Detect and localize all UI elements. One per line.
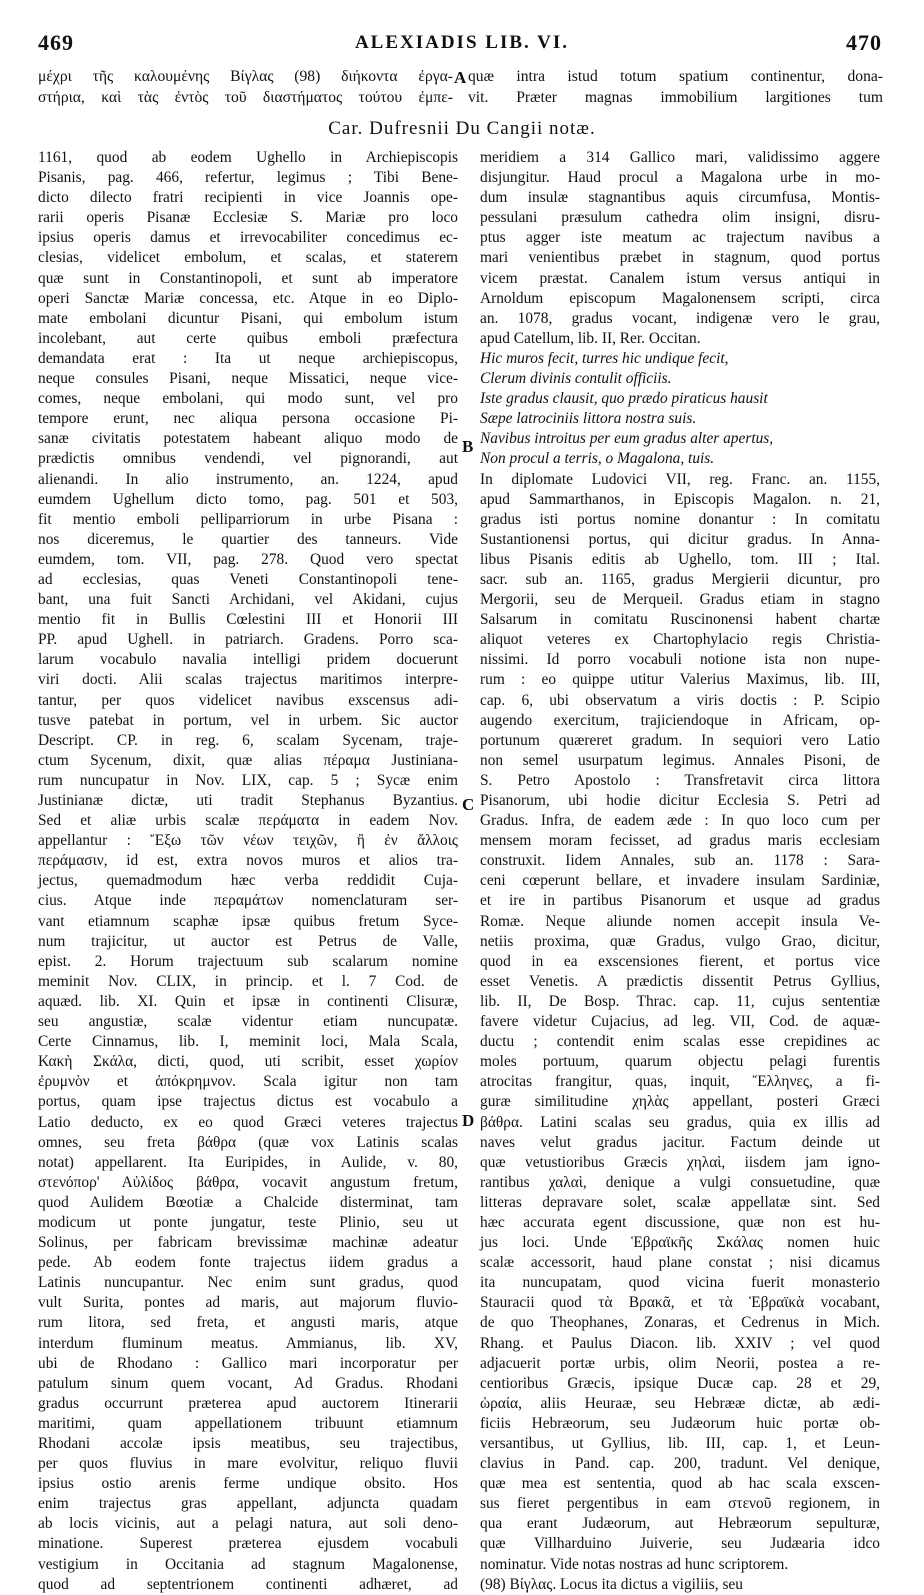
text-line: notat) appellarent. Ita Euripides, in Aulide, v. 80, [38,1153,458,1171]
text-line: an. 1078, gradus vocant, indigenæ vero le grau, [480,309,880,327]
text-line: vestigium in Occitania ad stagnum Magalonense, [38,1555,458,1573]
text-line: neque consules Pisani, neque Missatici, neque vice- [38,370,458,388]
text-line: Navibus introitus per eum gradus alter apertus, [480,430,774,448]
text-line: ubi de Rhodano : Gallico mari incorporatur per [38,1354,458,1372]
text-line: operi Sanctæ Mariæ concessa, etc. Atque in eo Diplo- [38,289,458,307]
page-header [0,30,924,60]
text-line: appellantur : Ἔξω τῶν νέων τειχῶν, ἢ ἐν ἄλλοις [38,832,458,850]
text-line: quod in ea exscensiones fierent, et portus vice [480,952,880,970]
latin-translation [468,66,883,108]
text-line: rum litora, sed freta, et angusti maris, atque [38,1314,458,1332]
text-line: quæ vetustioribus Græcis χηλαὶ, iisdem jam igno- [480,1153,880,1171]
text-line: nos diceremus, le quartier des tanneurs. Vide [38,530,458,548]
text-line: dum insulæ stagnantibus aquis circumfusa, Montis- [480,189,880,207]
text-line: lib. II, De Bosp. Thrac. cap. 11, cujus sententiæ [480,992,880,1010]
margin-marker-c: C [462,795,475,814]
greek-text [38,66,453,108]
text-line: ab locis vicinis, aut a pelagi natura, aut soli deno- [38,1515,458,1533]
text-line: vicem præstat. Canalem istum versus antiqui in [480,269,880,287]
text-line: Stauracii quod τὰ Βρακᾶ, et τὰ Ἑβραϊκὰ vocabant, [480,1294,880,1312]
text-line: seu angustiæ, scalæ videntur etiam nuncupatæ. [38,1013,458,1031]
text-line: litteras depravare solet, scalæ appellatæ sint. Sed [480,1193,880,1211]
text-line: Sæpe latrociniis littora nostra suis. [480,410,697,428]
text-line: augendo exercitum, trajiciendoque in Africam, op- [480,711,880,729]
text-line: rarii operis Pisanæ Ecclesiæ S. Mariæ pro loco [38,209,458,227]
text-line: sanæ civitatis potestatem habeant aliquo modo de [38,430,458,448]
text-line: S. Petro Apostolo : Transfretavit circa littora [480,771,880,789]
text-line: quæ sunt in Constantinopoli, et sunt ab imperatore [38,269,458,287]
text-line: 1161, quod ab eodem Ughello in Archiepiscopis [38,149,458,166]
text-line: (98) Βίγλας. Locus ita dictus a vigiliis, seu [480,1575,743,1593]
text-line: Gradus. Infra, de eadem æde : In quo loco cum per [480,812,880,830]
text-line: Justinianæ dictæ, uti tradit Stephanus Byzantius. [38,792,458,809]
text-line: atrocitas frangitur, quas, inquit, Ἕλληνες, a fi- [480,1073,880,1091]
text-line: fit mentio emboli pelliparriorum in urbe Pisana : [38,510,458,528]
text-line: sacr. sub an. 1165, gradus Mergierii dicuntur, pro [480,570,880,588]
text-line: Solinus, per fabricam brevissimæ machinæ adeatur [38,1234,458,1252]
text-line: Mergorii, seu de Merqueil. Gradus etiam in stagno [480,591,880,609]
text-line: ctum Sycenum, dixit, quæ alias πέραμα Justiniana- [38,751,458,769]
text-line: et ire in partibus Pisanorum et usque ad gradus [480,892,880,910]
text-line: vult Surita, pontes ad maris, aut majorum fluvio- [38,1294,458,1312]
text-line: ceni cœperunt bellare, et invadere insulam Sardiniæ, [480,872,880,890]
text-line: Latio deducto, ex eo quod Græci veteres trajectus [38,1113,458,1131]
text-line: epist. 2. Horum trajectuum sub scalarum nomine [38,952,458,970]
text-line: mate embolani dicuntur Pisani, qui embolum istum [38,309,458,327]
text-line: Pisanis, pag. 466, refertur, legimus ; Tibi Bene- [38,169,458,187]
text-line: disjungitur. Haud procul a Magalona urbe in mo- [480,169,880,187]
text-line: Rhang. et Paulus Diacon. lib. XXIV ; vel quod [480,1334,880,1352]
text-line: omnes, seu freta βάθρα (quæ vox Latinis scalas [38,1133,458,1151]
text-line: num trajicitur, ut auctor est Petrus de Valle, [38,932,458,950]
text-line: meminit Nov. CLIX, in princip. et l. 7 Cod. de [38,972,458,990]
text-line: rum nuncupatur in Nov. LIX, cap. 5 ; Sycæ enim [38,771,458,789]
text-line: construxit. Iidem Annales, sub an. 1178 : Sara- [480,852,880,870]
latin-line: vit. Præter magnas immobilium largitiones tum [468,89,883,106]
text-line: In diplomate Ludovici VII, reg. Franc. an. 1155, [480,470,880,488]
text-line: Non procul a terris, o Magalona, tuis. [480,450,715,468]
text-line: gradus isti portus nomine donantur : In comitatu [480,510,880,528]
text-line: Rhodani accolæ ipsis meatibus, seu trajectibus, [38,1435,458,1452]
text-line: prædictis omnibus vendendi, vel pignorandi, aut [38,450,458,468]
text-line: favere videtur Cujacius, ad leg. VII, Cod. de aquæ- [480,1013,880,1031]
text-line: apud Catellum, lib. II, Rer. Occitan. [480,329,701,347]
text-line: nissimi. Id porro vocabuli notione ista non nupe- [480,651,880,669]
text-line: mentio fit in Bullis Cœlestini III et Honorii III [38,611,458,629]
text-line: per quos fluvius in mare evolvitur, reliquo fluvii [38,1455,458,1473]
text-line: portus, quam ipse trajectus dictus est vocabulo a [38,1093,458,1111]
text-line: guræ similitudine χηλὰς appellant, posteri Græci [480,1093,880,1111]
text-line: pessulani præsulum cathedra olim insigni, disru- [480,209,880,227]
text-line: στενόπορ' Αὐλίδος βάθρα, vocavit angustum fretum, [38,1173,458,1191]
text-line: Hic muros fecit, turres hic undique fecit, [480,349,729,367]
text-line: Romæ. Neque aliunde nomen accepit insula Ve- [480,912,880,930]
text-line: patulum sinum quem vocant, Ad Gradus. Rhodani [38,1374,458,1392]
text-line: ad ecclesias, quas Veneti Constantinopoli tene- [38,570,458,588]
text-line: cap. 6, ubi observatum a viris doctis : P. Scipio [480,691,880,709]
text-line: libus Pisanis editis ab Ughello, tom. III ; Ital. [480,550,880,568]
margin-marker-b: B [462,437,474,456]
text-line: ficiis Hebræorum, seu Judæorum huic portæ ob- [480,1414,880,1432]
text-line: ἐρυμνὸν et ἀπόκρημνον. Scala igitur non tam [38,1073,458,1091]
text-line: Κακὴ Σκάλα, dicti, quod, uti scribit, esset χωρίον [38,1053,458,1071]
text-line: rantibus χαλαὶ, denique a vulgi consuetudine, quæ [480,1173,880,1191]
text-line: ductu ; contendit enim scalas esse crepidines ac [480,1033,880,1051]
text-line: larum vocabulo navalia intelligi pridem docuerunt [38,651,458,669]
text-line: scalæ accessorit, haud plane constat ; nisi dicamus [480,1254,880,1272]
text-line: nominatur. Vide notas nostras ad hunc scriptorem. [480,1555,789,1573]
text-line: περάμασιν, id est, extra novos muros et alios tra- [38,852,458,870]
text-line: clesias, videlicet embolum, et scalas, et staterem [38,249,458,267]
text-line: tusve patebat in portum, vel in urbem. Sic auctor [38,711,458,729]
text-line: comes, neque embolani, qui modo sunt, vel pro [38,390,458,408]
running-title: ALEXIADIS LIB. VI. [354,32,570,53]
notes-right-column [480,148,880,1593]
text-line: bant, una fuit Sancti Archidani, vel Akidani, cujus [38,591,458,609]
text-line: enim trajectus gras appellant, adjuncta quadam [38,1495,458,1513]
text-line: ipsius operis damus et irrevocabiliter concedimus ec- [38,229,458,247]
text-line: ita nuncupatam, quod vicina fuerit monasterio [480,1274,880,1292]
text-line: rum : eo quippe utitur Valerius Maximus, lib. III, [480,671,880,689]
text-line: PP. apud Ughell. in patriarch. Gradens. Porro sca- [38,631,458,649]
text-line: versantibus, ut Gyllius, lib. III, cap. 1, et Leun- [480,1435,880,1452]
text-line: sus fieret pergentibus in eam στενοῦ regionem, in [480,1495,880,1513]
text-line: Sustantionensi portus, qui dicitur gradus. In Anna- [480,530,880,548]
text-line: dicto dilecto fratri recipienti in vice Joannis ope- [38,189,458,207]
margin-marker-d: D [462,1111,475,1130]
text-line: Clerum divinis contulit officiis. [480,370,672,388]
text-line: mensem moram fecisset, ad gradus maris ecclesiam [480,832,880,850]
greek-line: μέχρι τῆς καλουμένης Βίγλας (98) διήκοντα ἐργα- [38,68,453,85]
right-page-number: 470 [846,30,882,55]
text-line: Sed et aliæ urbis scalæ περάματα in eadem Nov. [38,812,458,830]
text-line: apud Sammarthanos, in Episcopis Magalon. n. 21, [480,490,880,508]
text-line: Iste gradus clausit, quo prædo piraticus hausit [480,390,768,408]
text-line: hæc accurata egent discussione, quæ non est hu- [480,1213,880,1231]
text-line: maritimi, quam appellationem tribuunt etiamnum [38,1414,458,1432]
text-line: minatione. Superest præterea ejusdem vocabuli [38,1535,458,1553]
text-line: gradus occurrunt præterea apud auctorem Itinerarii [38,1394,458,1412]
text-line: βάθρα. Latini scalas seu gradus, quia ex illis ad [480,1113,880,1131]
text-line: adjacuerit portæ urbis, olim Neorii, postea a re- [480,1354,880,1372]
text-line: tantur, per quos videlicet navibus exscensus adi- [38,691,458,709]
text-line: Certe Cinnamus, lib. I, meminit loci, Mala Scala, [38,1033,458,1051]
text-line: eumdem Ughellum dicto tomo, pag. 501 et 503, [38,490,458,508]
text-line: incolebant, aut certe quibus emboli præfectura [38,329,458,347]
text-line: pede. Ab eodem fonte trajectus iidem gradus a [38,1254,458,1272]
text-line: quod ad septentrionem continenti adhæret, ad [38,1575,458,1593]
text-line: moles portuum, quarum objectu pelagi furentis [480,1053,880,1071]
text-line: mari venientibus præbet in stagnum, quod portus [480,249,880,267]
text-line: non semel usurpatum legimus. Annales Pisoni, de [480,751,880,769]
text-line: viri docti. Alii scalas trajectus maritimos interpre- [38,671,458,689]
latin-line: quæ intra istud totum spatium continentur, dona- [468,68,883,85]
notes-title: Car. Dufresnii Du Cangii notæ. [328,118,596,139]
text-line: Descript. CP. in reg. 6, scalam Sycenam, traje- [38,731,458,749]
text-line: vant etiamnum scaphæ ipsæ quibus fretum Syce- [38,912,458,930]
text-line: eumdem, tom. VII, pag. 278. Quod vero spectat [38,550,458,568]
text-line: alienandi. In alio instrumento, an. 1224, apud [38,470,458,488]
text-line: demandata erat : Ita ut neque archiepiscopus, [38,349,458,367]
text-line: qua erant Judæorum, aut Hebræorum sepulturæ, [480,1515,880,1533]
text-line: ipsius ostio arenis ferme undique obsito. Hos [38,1475,458,1493]
text-line: esset Venetis. A prædictis dissentit Petrus Gyllius, [480,972,880,990]
text-line: Salsarum in comitatu Ruscinonensi habent chartæ [480,611,880,629]
text-line: clavius in Pand. cap. 200, tradunt. Vel denique, [480,1455,880,1473]
text-line: interdum fluminum meatus. Ammianus, lib. XV, [38,1334,458,1352]
text-line: tempore erunt, nec aliqua persona occasione Pi- [38,410,458,428]
text-line: Latinis nuncupantur. Nec enim sunt gradus, quod [38,1274,458,1292]
greek-line: στήρια, καὶ τὰς ἐντὸς τοῦ διαστήματος τούτου ἐμπε- [38,89,453,106]
text-line: de quo Theophanes, Zonaras, et Cedrenus in Mich. [480,1314,880,1332]
text-line: portunum quæreret gradum. In sequiori vero Latio [480,731,880,749]
notes-left-column [38,148,458,1593]
text-line: jectus, quemadmodum hæc verba reddidit Cuja- [38,872,458,890]
text-line: ptus agger iste meatum ac trajectum navibus a [480,229,880,247]
text-line: cius. Atque inde περαμάτων nomenclaturam ser- [38,892,458,910]
text-line: Pisanorum, ubi hodie dicitur Ecclesia S. Petri ad [480,792,880,809]
text-line: modicum ut ponte jungatur, teste Plinio, seu ut [38,1213,458,1231]
text-line: centioribus Græcis, ipsique Ducæ cap. 28 et 29, [480,1374,880,1392]
text-line: aliquot veteres ex Chartophylacio regis Christia- [480,631,880,649]
text-line: quod Aulidem Bœotiæ a Chalcide disterminat, tam [38,1193,458,1211]
text-line: ὡραία, aliis Heuraæ, seu Hebrææ dictæ, ab ædi- [480,1394,880,1412]
text-line: quæ Villharduino Juiverie, seu Judæaria idco [480,1535,880,1553]
text-line: meridiem a 314 Gallico mari, validissimo aggere [480,149,880,166]
text-line: jus loci. Unde Ἑβραϊκῆς Σκάλας nomen huic [480,1234,880,1252]
text-line: Arnoldum episcopum Magalonensem scripti, circa [480,289,880,307]
text-line: netiis proxima, quæ Gradus, vulgo Grao, dicitur, [480,932,880,950]
left-page-number: 469 [38,30,74,55]
text-line: quæ mea est sententia, quod ab hac scala exscen- [480,1475,880,1493]
margin-marker-a: A [454,68,467,87]
text-line: aquæd. lib. XI. Quin et ipsæ in continenti Clisuræ, [38,992,458,1010]
text-line: naves velut gradus jacitur. Factum deinde ut [480,1133,880,1151]
